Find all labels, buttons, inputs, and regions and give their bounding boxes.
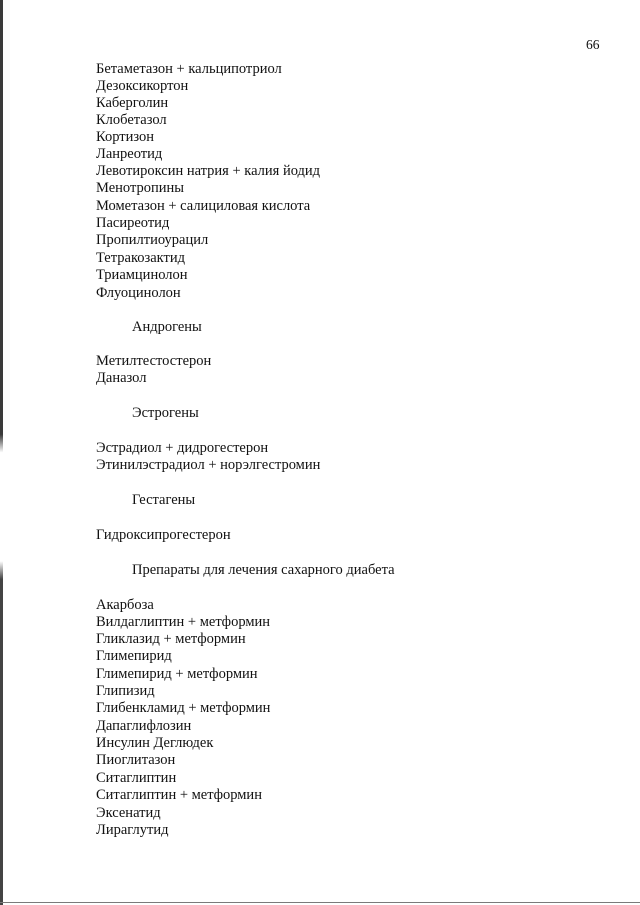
drug-item: Дапаглифлозин — [96, 718, 192, 734]
drug-item: Кортизон — [96, 129, 155, 145]
section-heading-estrogens: Эстрогены — [132, 405, 199, 421]
drug-item: Мометазон + салициловая кислота — [96, 198, 311, 214]
scan-bottom-rule — [0, 902, 640, 903]
drug-item: Метилтестостерон — [96, 353, 212, 369]
section-heading-diabetes: Препараты для лечения сахарного диабета — [132, 562, 395, 578]
drug-item: Ситаглиптин — [96, 770, 177, 786]
drug-item: Гликлазид + метформин — [96, 631, 246, 647]
drug-item: Пиоглитазон — [96, 752, 176, 768]
drug-item: Вилдаглиптин + метформин — [96, 614, 271, 630]
drug-item: Лираглутид — [96, 822, 169, 838]
drug-item: Пропилтиоурацил — [96, 232, 209, 248]
drug-item: Флуоцинолон — [96, 285, 181, 301]
drug-item: Бетаметазон + кальципотриол — [96, 61, 282, 77]
page-number: 66 — [586, 37, 600, 52]
drug-item: Акарбоза — [96, 597, 154, 613]
drug-item: Эстрадиол + дидрогестерон — [96, 440, 269, 456]
drug-item: Этинилэстрадиол + норэлгестромин — [96, 457, 321, 473]
drug-item: Глимепирид + метформин — [96, 666, 258, 682]
drug-item: Тетракозактид — [96, 250, 185, 266]
drug-item: Клобетазол — [96, 112, 167, 128]
drug-item: Даназол — [96, 370, 147, 386]
section-heading-androgens: Андрогены — [132, 319, 202, 335]
drug-item: Ситаглиптин + метформин — [96, 787, 262, 803]
drug-item: Левотироксин натрия + калия йодид — [96, 163, 321, 179]
drug-item: Эксенатид — [96, 805, 161, 821]
drug-item: Инсулин Деглюдек — [96, 735, 214, 751]
drug-item: Глибенкламид + метформин — [96, 700, 271, 716]
drug-item: Гидроксипрогестерон — [96, 527, 231, 543]
drug-item: Глипизид — [96, 683, 155, 699]
drug-item: Менотропины — [96, 180, 184, 196]
drug-item: Глимепирид — [96, 648, 172, 664]
section-heading-gestagens: Гестагены — [132, 492, 196, 508]
drug-item: Триамцинолон — [96, 267, 188, 283]
drug-item: Каберголин — [96, 95, 169, 111]
scan-left-edge — [0, 0, 3, 905]
drug-item: Ланреотид — [96, 146, 163, 162]
drug-item: Пасиреотид — [96, 215, 170, 231]
drug-item: Дезоксикортон — [96, 78, 189, 94]
